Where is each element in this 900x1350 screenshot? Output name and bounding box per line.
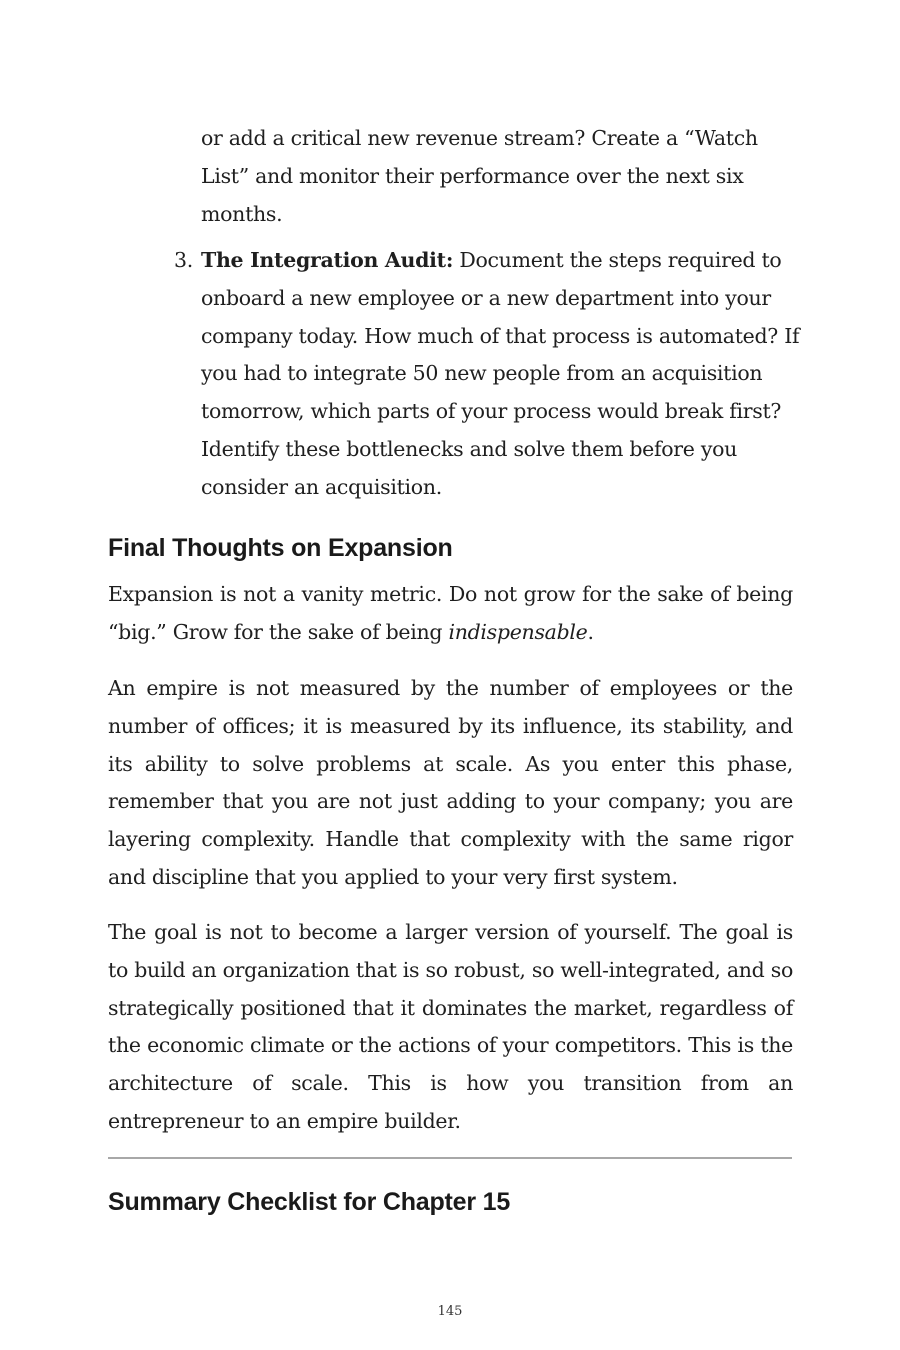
section-heading-final-thoughts: Final Thoughts on Expansion	[108, 534, 453, 562]
paragraph-expansion-emphasis: indispensable	[448, 619, 588, 644]
paragraph-expansion	[108, 576, 793, 652]
paragraph-expansion-text: Expansion is not a vanity metric. Do not grow for the sake of being “big.” Grow for the sake of being	[108, 582, 793, 644]
paragraph-empire: An empire is not measured by the number of employees or the number of offices; it is measured by its influence, its stability, and its ability to solve problems at scale. As you enter this phase, remember that you are not just adding to your company; you are layering complexity. Handle that complexity with the same rigor and discipline that you applied to your very first system.	[108, 676, 793, 889]
paragraph-expansion-end: .	[587, 619, 594, 644]
section-heading-summary-checklist: Summary Checklist for Chapter 15	[108, 1188, 511, 1216]
list-item-integration-audit	[174, 242, 801, 507]
list-item-number: 3.	[174, 248, 193, 272]
list-item-text: Document the steps required to onboard a new employee or a new department into your company today. How much of that process is automated? If you had to integrate 50 new people from an acquisition tomorrow, which parts of your process would break first? Identify these bottlenecks and solve them before you consider an acquisition.	[201, 248, 800, 499]
paragraph-goal: The goal is not to become a larger version of yourself. The goal is to build an organization that is so robust, so well-integrated, and so strategically positioned that it dominates the market, regardless of the economic climate or the actions of your competitors. This is the architecture of scale. This is how you transition from an entrepreneur to an empire builder.	[108, 920, 793, 1133]
list-item-continuation	[201, 120, 801, 233]
list-item-bold-lead: The Integration Audit:	[201, 248, 454, 272]
section-divider	[108, 1157, 792, 1159]
list-item-continuation-text: or add a critical new revenue stream? Create a “Watch List” and monitor their performance over the next six months.	[201, 126, 758, 226]
page-number: 145	[437, 1304, 463, 1319]
